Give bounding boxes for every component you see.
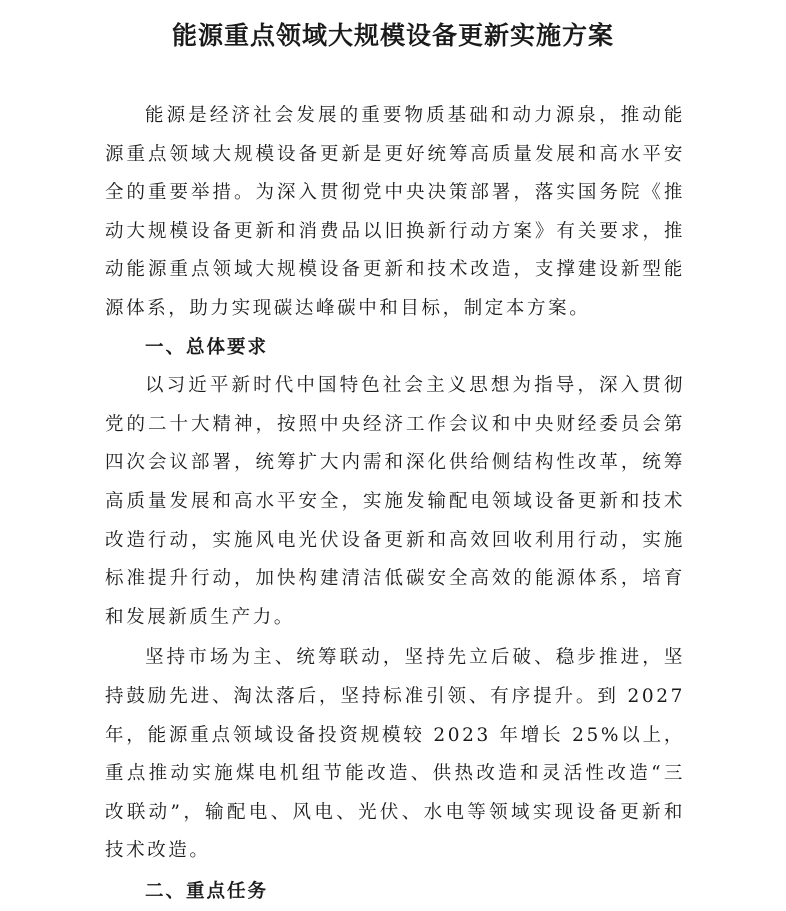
section-heading-key-tasks: 二、重点任务 <box>145 880 269 902</box>
document-title: 能源重点领域大规模设备更新实施方案 <box>171 21 614 50</box>
guiding-ideology-paragraph: 以习近平新时代中国特色社会主义思想为指导，深入贯彻党的二十大精神，按照中央经济工作会议和中央财经委员会第四次会议部署，统筹扩大内需和深化供给侧结构性改革，统筹高质量发展和高水平安全，实施发输配电领域设备更新和技术改造行动，实施风电光伏设备更新和高效回收利用行动，实施标准提升行动，加快构建清洁低碳安全高效的能源体系，培育和发展新质生产力。 <box>105 375 685 628</box>
document-body <box>105 97 685 911</box>
intro-paragraph: 能源是经济社会发展的重要物质基础和动力源泉，推动能源重点领域大规模设备更新是更好统筹高质量发展和高水平安全的重要举措。为深入贯彻党中央决策部署，落实国务院《推动大规模设备更新和消费品以旧换新行动方案》有关要求，推动能源重点领域大规模设备更新和技术改造，支撑建设新型能源体系，助力实现碳达峰碳中和目标，制定本方案。 <box>105 105 685 319</box>
section-heading-general-requirements: 一、总体要求 <box>145 336 269 358</box>
principles-and-targets-paragraph: 坚持市场为主、统筹联动，坚持先立后破、稳步推进，坚持鼓励先进、淘汰落后，坚持标准引领、有序提升。到 2027 年，能源重点领域设备投资规模较 2023 年增长 25%以上，重点推动实施煤电机组节能改造、供热改造和灵活性改造“三改联动”，输配电、风电、光伏、水电等领域实现设备更新和技术改造。 <box>105 647 685 862</box>
